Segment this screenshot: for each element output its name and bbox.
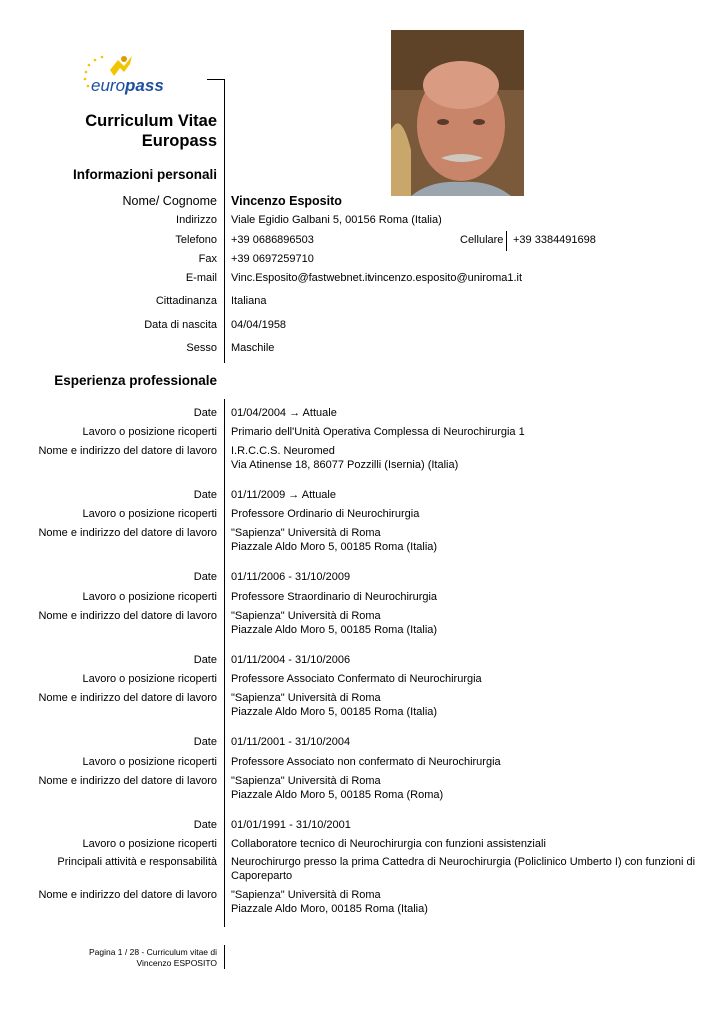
mobile-divider [506,231,507,251]
section-title-experience: Esperienza professionale [54,373,217,388]
date-label: Date [193,407,217,419]
birth-label: Data di nascita [144,319,217,331]
entry-position: Professore Associato non confermato di Neurochirurgia [231,756,501,768]
mobile-value: +39 3384491698 [513,234,596,246]
entry-employer-name: "Sapienza" Università di Roma [231,775,381,787]
date-label: Date [193,736,217,748]
employer-label: Nome e indirizzo del datore di lavoro [38,610,217,622]
phone-value: +39 0686896503 [231,234,314,246]
date-label: Date [193,819,217,831]
section-title-personal: Informazioni personali [72,167,217,182]
position-label: Lavoro o posizione ricoperti [82,673,217,685]
citizenship-value: Italiana [231,295,267,307]
email-label: E-mail [185,272,217,284]
name-label: Nome/ Cognome [122,194,217,208]
date-label: Date [193,571,217,583]
entry-employer-address: Piazzale Aldo Moro 5, 00185 Roma (Italia) [231,541,438,553]
entry-employer-address: Piazzale Aldo Moro 5, 00185 Roma (Italia) [231,706,438,718]
position-label: Lavoro o posizione ricoperti [82,591,217,603]
employer-label: Nome e indirizzo del datore di lavoro [38,889,217,901]
profile-photo [391,30,524,196]
entry-position: Professore Ordinario di Neurochirurgia [231,508,420,520]
email-value-1[interactable]: Vinc.Esposito@fastwebnet.it [231,272,371,284]
mobile-label: Cellulare [460,234,504,246]
entry-date: 01/11/2009 → Attuale [231,489,336,501]
entry-position: Collaboratore tecnico di Neurochirurgia con funzioni assistenziali [231,838,546,850]
entry-employer-name: "Sapienza" Università di Roma [231,889,381,901]
position-label: Lavoro o posizione ricoperti [82,508,217,520]
date-label: Date [193,654,217,666]
activities-label: Principali attività e responsabilità [57,856,217,868]
experience-vertical-rule [224,399,225,927]
entry-employer-name: "Sapienza" Università di Roma [231,527,381,539]
page-footer: Pagina 1 / 28 - Curriculum vitae di Vincenzo ESPOSITO [88,947,217,968]
entry-employer-address: Via Atinense 18, 86077 Pozzilli (Isernia) (Italia) [231,459,459,471]
europass-logo: europass [91,76,164,95]
entry-activities-line2: Caporeparto [231,870,293,882]
entry-employer-address: Piazzale Aldo Moro 5, 00185 Roma (Roma) [231,789,444,801]
page-title: Curriculum Vitae Europass [85,112,217,150]
personal-vertical-rule [224,193,225,363]
entry-date: 01/11/2006 - 31/10/2009 [231,571,351,583]
email-value-2[interactable]: vincenzo.esposito@uniroma1.it [369,272,523,284]
address-value: Viale Egidio Galbani 5, 00156 Roma (Italia) [231,214,442,226]
sex-label: Sesso [186,342,217,354]
entry-position: Professore Straordinario di Neurochirurgia [231,591,438,603]
entry-date: 01/11/2004 - 31/10/2006 [231,654,351,666]
header-vertical-rule [224,79,225,195]
header-rule [207,79,225,80]
footer-vertical-rule [224,945,225,969]
entry-date: 01/11/2001 - 31/10/2004 [231,736,351,748]
entry-position: Primario dell'Unità Operativa Complessa di Neurochirurgia 1 [231,426,525,438]
date-label: Date [193,489,217,501]
fax-value: +39 0697259710 [231,253,314,265]
entry-employer-name: "Sapienza" Università di Roma [231,610,381,622]
entry-activities-line1: Neurochirurgo presso la prima Cattedra di Neurochirurgia (Policlinico Umberto I) con funzioni di [231,856,696,868]
full-name: Vincenzo Esposito [231,194,342,208]
position-label: Lavoro o posizione ricoperti [82,838,217,850]
employer-label: Nome e indirizzo del datore di lavoro [38,527,217,539]
entry-position: Professore Associato Confermato di Neurochirurgia [231,673,482,685]
entry-employer-address: Piazzale Aldo Moro 5, 00185 Roma (Italia) [231,624,438,636]
sex-value: Maschile [231,342,275,354]
entry-employer-address: Piazzale Aldo Moro, 00185 Roma (Italia) [231,903,428,915]
entry-date: 01/01/1991 - 31/10/2001 [231,819,351,831]
birth-value: 04/04/1958 [231,319,287,331]
position-label: Lavoro o posizione ricoperti [82,426,217,438]
position-label: Lavoro o posizione ricoperti [82,756,217,768]
phone-label: Telefono [175,234,217,246]
address-label: Indirizzo [176,214,217,226]
employer-label: Nome e indirizzo del datore di lavoro [38,692,217,704]
entry-date: 01/04/2004 → Attuale [231,407,337,419]
employer-label: Nome e indirizzo del datore di lavoro [38,445,217,457]
entry-employer-name: "Sapienza" Università di Roma [231,692,381,704]
entry-employer-name: I.R.C.C.S. Neuromed [231,445,335,457]
employer-label: Nome e indirizzo del datore di lavoro [38,775,217,787]
citizenship-label: Cittadinanza [155,295,217,307]
fax-label: Fax [198,253,217,265]
